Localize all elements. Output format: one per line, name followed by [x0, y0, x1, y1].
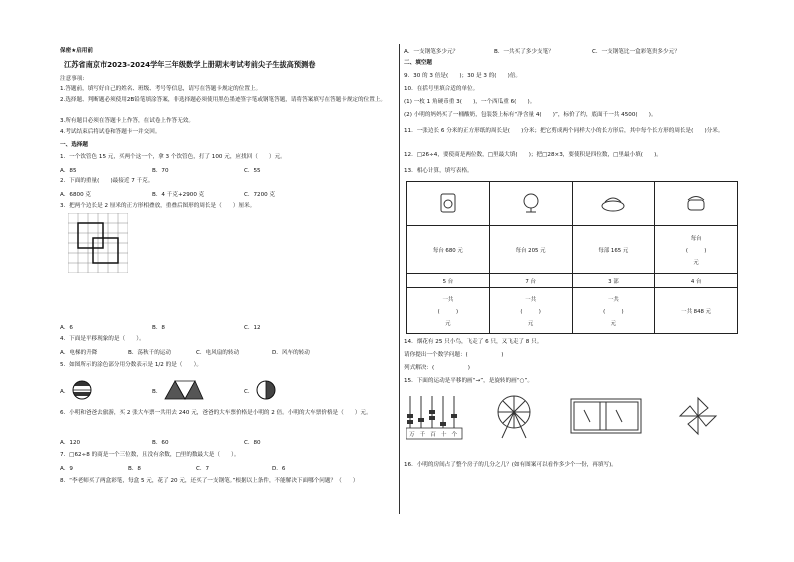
triangles-figure: [164, 380, 204, 400]
q6-stem: 6．小明和爸爸去旅游，买 2 张大车票一共用去 240 元，爸爸的大车票价格是小明的 2 倍。小明的大车票价格是（ ）元。: [60, 410, 372, 416]
total-cell-2: [489, 288, 572, 334]
q14: 14．烟花有 25 只小鸟，飞走了 6 只，又飞走了 8 只。: [404, 339, 543, 345]
fan-icon: [516, 192, 546, 214]
q2-option-a: A．6800 克: [60, 192, 92, 198]
price-cell-4: [655, 226, 738, 274]
q14-solution: 列式解决：( ): [404, 365, 470, 371]
q5-option-b: B．: [152, 389, 162, 395]
count-cell-1: 5 台: [407, 274, 490, 288]
q1-option-a: A．85: [60, 168, 77, 174]
q2-option-c: C．7200 克: [244, 192, 276, 198]
total-label-2: 一共: [525, 296, 537, 303]
column-divider: [399, 44, 400, 514]
abacus-label-bai: 百: [430, 432, 441, 438]
q2-option-b: B．4 千克+2900 克: [152, 192, 205, 198]
q3-option-b: B．8: [152, 325, 165, 331]
q7-option-c: C．7: [196, 466, 210, 472]
q10-1: (1) 一枚 1 角硬币重 3( )，一个西瓜重 6( )。: [404, 99, 536, 105]
q4-stem: 4．下面是平移现象的是（ ）。: [60, 336, 145, 342]
q6-option-c: C．80: [244, 440, 261, 446]
rice-cooker-icon: [681, 192, 711, 214]
sliding-window-figure: [570, 398, 642, 434]
q10-2: (2) 小明的妈妈买了一桶酸奶，包装袋上标有“净含量 4( )”，标价了约，底面千一共 4500( )。: [404, 112, 657, 118]
section1-heading: 一、选择题: [60, 142, 88, 148]
q4-option-c: C．电风扇的转动: [196, 350, 240, 356]
q8-option-b: B．一共买了多少支笔？: [494, 49, 554, 55]
circle-stripes-figure: [72, 380, 92, 400]
secret-label: 保密★启用前: [60, 48, 93, 54]
total-unit-2: 元: [527, 320, 534, 327]
note-3: 3.所有题目必须在答题卡上作答，在试卷上作答无效。: [60, 118, 194, 124]
q13: 13．相心计算，填写表格。: [404, 168, 473, 174]
q5-stem: 5．如图所示的涂色部分用分数表示是 1/2 的是（ ）。: [60, 362, 202, 368]
count-cell-2: 7 台: [489, 274, 572, 288]
q15: 15．下面的运动是平移的画“→”，是旋转的画“○”。: [404, 378, 533, 384]
price-cell-2: 每台 205 元: [489, 226, 572, 274]
notes-heading: 注意事项:: [60, 76, 85, 82]
phone-picture-cell: [572, 182, 655, 226]
q7-option-b: B．8: [128, 466, 141, 472]
q8-option-a: A．一支钢笔多少元？: [404, 49, 459, 55]
q8-option-c: C．一支钢笔比一盒彩笔贵多少元？: [592, 49, 680, 55]
total-blank-1: ( ): [437, 308, 459, 315]
total-blank-2: ( ): [520, 308, 541, 315]
note-2: 2.选择题、判断题必须使用2B铅笔填涂答案，非选择题必须使用黑色墨迹签字笔或钢笔答题，请将答案填写在答题卡规定的位置上。: [60, 97, 386, 103]
q3-option-c: C．12: [244, 325, 261, 331]
washing-machine-icon: [433, 192, 463, 214]
q7-stem: 7．□62÷8 的商是一个三位数，且没有余数，□里的数最大是（ ）。: [60, 452, 240, 458]
q14-question: 请你提出一个数学问题：( ): [404, 352, 504, 358]
circle-half-figure: [256, 380, 276, 400]
q1-option-b: B．70: [152, 168, 169, 174]
q16: 16．小明的房间占了整个房子的几分之几？(如有图案可以看作多少个一份，再填写)。: [404, 462, 617, 468]
q12: 12．□26÷4，要使商是两位数，□里最大填( )；把□28×3，要使积是四位数，□里最小填( )。: [404, 152, 662, 158]
total-unit-1: 元: [445, 320, 451, 327]
phone-icon: [598, 192, 628, 214]
square-overlap-figure: [68, 213, 128, 273]
q3-option-a: A．6: [60, 325, 73, 331]
total-cell-4: 一共 848 元: [655, 288, 738, 334]
q5-option-c: C．: [244, 389, 254, 395]
washer-picture-cell: [407, 182, 490, 226]
total-label-1: 一共: [442, 296, 454, 303]
q4-option-b: B．荡秋千的运动: [128, 350, 171, 356]
ferris-wheel-figure: [490, 392, 538, 440]
total-blank-3: ( ): [603, 308, 624, 315]
price-cell-4-unit: 元: [693, 259, 699, 266]
q6-option-b: B．60: [152, 440, 169, 446]
q1-stem: 1．一个饮管色 15 元，买两个这一个，拿 3 个饮管色，打了 100 元，应找回（ ）元。: [60, 154, 286, 160]
q10: 10．在括号里填合适的单位。: [404, 86, 479, 92]
total-label-3: 一共: [607, 296, 619, 303]
count-cell-3: 3 部: [572, 274, 655, 288]
abacus-label-shi: 十: [440, 432, 452, 438]
q9: 9．30 的 3 倍是( )；30 是 3 的( )倍。: [404, 73, 522, 79]
total-cell-3: [572, 288, 655, 334]
abacus-label-ge: 个: [451, 432, 463, 438]
q8-stem: 8．“李老师买了两盒彩笔，每盒 5 元，花了 20 元，还买了一支钢笔。”根据以上条件，不能解决下面哪个问题？（ ）: [60, 478, 359, 484]
q7-option-d: D．6: [272, 466, 286, 472]
price-cell-1: 每台 680 元: [407, 226, 490, 274]
q3-stem: 3．把两个边长是 2 厘米的正方形相叠放，重叠后图形的周长是（ ）厘米。: [60, 203, 256, 209]
fan-picture-cell: [489, 182, 572, 226]
page-title: 江苏省南京市2023-2024学年三年级数学上册期末考试考前尖子生拔高预测卷: [64, 60, 316, 69]
q2-stem: 2．下面的重量( )最接近 7 千克。: [60, 178, 154, 184]
q6-option-a: A．120: [60, 440, 81, 446]
pinwheel-figure: [678, 396, 718, 436]
q5-option-a: A．: [60, 389, 70, 395]
price-cell-4-label: 每台: [690, 235, 702, 242]
total-unit-3: 元: [610, 320, 617, 327]
q11: 11．一张边长 6 分米的正方形纸的周长是( )分米；把它剪成两个同样大小的长方形后，其中每个长方形的周长是( )分米。: [404, 128, 724, 134]
rice-cooker-picture-cell: [655, 182, 738, 226]
q4-option-a: A．电梯的升降: [60, 350, 98, 356]
q13-table: [406, 181, 738, 334]
abacus-labels: [409, 430, 462, 438]
price-cell-3: 每部 165 元: [572, 226, 655, 274]
section2-heading: 二、填空题: [404, 60, 432, 66]
abacus-label-qian: 千: [419, 432, 431, 438]
count-cell-4: 4 台: [655, 274, 738, 288]
q7-option-a: A．9: [60, 466, 73, 472]
total-cell-1: [407, 288, 490, 334]
abacus-label-wan: 万: [409, 432, 420, 438]
price-cell-4-blank: ( ): [685, 247, 707, 254]
q1-option-c: C．55: [244, 168, 261, 174]
q4-option-d: D．风车的转动: [272, 350, 310, 356]
note-4: 4.考试结束后将试卷和答题卡一并交回。: [60, 129, 161, 135]
note-1: 1.答题前，填写好自己的姓名、班级、考号等信息，请写在答题卡规定的位置上。: [60, 86, 262, 92]
